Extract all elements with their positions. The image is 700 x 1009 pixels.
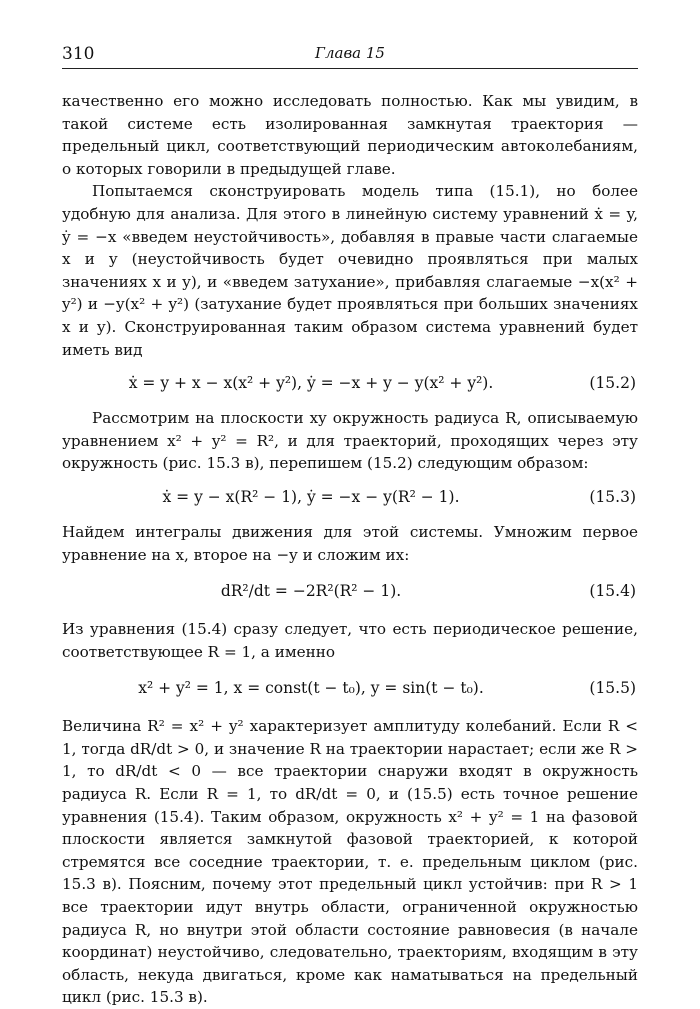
equation-number: (15.4): [589, 582, 636, 601]
equation-formula: ẋ = y + x − x(x² + y²), ẏ = −x + y − y(x² + y²).: [128, 374, 494, 393]
paragraph-4: Найдем интегралы движения для этой системы. Умножим первое уравнение на x, второе на −y и сложим их:: [62, 522, 638, 564]
paragraph-6: Величина R² = x² + y² характеризует амплитуду колебаний. Если R < 1, тогда dR/dt > 0, и значение R на траектории нарастает; если же R > 1, то dR/dt < 0 — все траектории снаружи входят в окружность радиуса R. Если R = 1, то dR/dt = 0, и (15.5) есть точное решение уравнения (15.4). Таким образом, окружность x² + y² = 1 на фазовой плоскости является замкнутой фазовой траекторией, к которой стремятся все соседние траектории, т. е. предельным циклом (рис. 15.3 в). Поясним, почему этот предельный цикл устойчив: при R > 1 все траектории идут внутрь области, ограниченной окружностью радиуса R, но внутри этой области состояние равновесия (в начале координат) неустойчиво, следовательно, траекториям, входящим в эту область, некуда двигаться, кроме как наматываться на предельный цикл (рис. 15.3 в).: [62, 717, 638, 1007]
equation-15-2: [62, 361, 638, 407]
equation-formula: x² + y² = 1, x = const(t − t₀), y = sin(t − t₀).: [138, 679, 484, 698]
page-body: [62, 90, 638, 1009]
page-number: 310: [62, 44, 95, 64]
equation-number: (15.2): [589, 374, 636, 393]
equation-15-4: [62, 566, 638, 618]
equation-formula: dR²/dt = −2R²(R² − 1).: [220, 582, 402, 601]
equation-number: (15.3): [589, 487, 636, 506]
equation-15-3: [62, 475, 638, 521]
paragraph-3: Рассмотрим на плоскости xy окружность радиуса R, описываемую уравнением x² + y² = R², и для траекторий, проходящих через эту окружность (рис. 15.3 в), перепишем (15.2) следующим образом:: [62, 409, 638, 473]
page-header: [62, 44, 638, 68]
paragraph-1: качественно его можно исследовать полностью. Как мы увидим, в такой системе есть изолированная замкнутая траектория — предельный цикл, соответствующий периодическим автоколебаниям, о которых говорили в предыдущей главе.: [62, 92, 638, 178]
header-rule: [62, 68, 638, 69]
equation-15-5: [62, 663, 638, 715]
paragraph-2: Попытаемся сконструировать модель типа (15.1), но более удобную для анализа. Для этого в линейную систему уравнений ẋ = y, ẏ = −x «введем неустойчивость», добавляя в правые части слагаемые x и y (неустойчивость будет очевидно проявляться при малых значениях x и y), и «введем затухание», прибавляя слагаемые −x(x² + y²) и −y(x² + y²) (затухание будет проявляться при больших значениях x и y). Сконструированная таким образом система уравнений будет иметь вид: [62, 182, 638, 359]
equation-number: (15.5): [589, 679, 636, 698]
equation-formula: ẋ = y − x(R² − 1), ẏ = −x − y(R² − 1).: [162, 487, 460, 506]
chapter-title: Глава 15: [315, 44, 385, 62]
paragraph-5: Из уравнения (15.4) сразу следует, что есть периодическое решение, соответствующее R = 1, а именно: [62, 620, 638, 661]
